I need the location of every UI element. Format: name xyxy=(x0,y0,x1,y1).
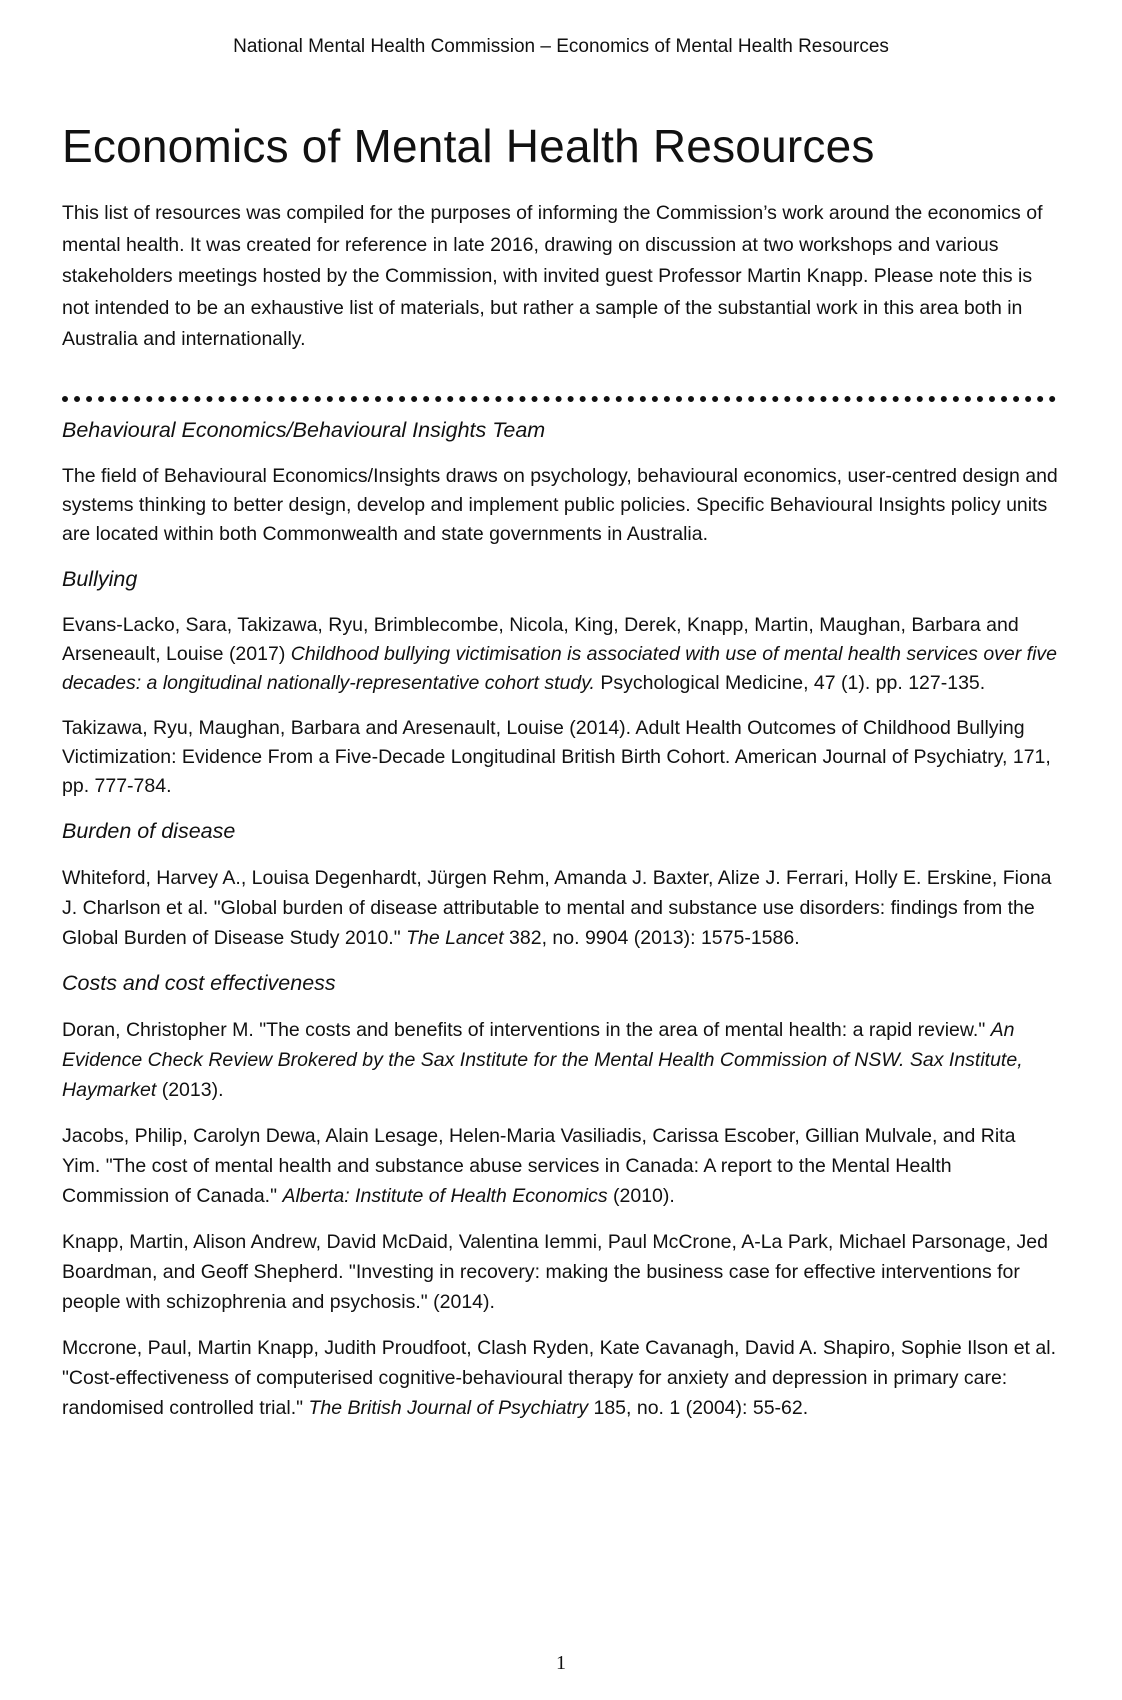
section-heading-bullying: Bullying xyxy=(62,566,138,591)
reference-entry xyxy=(62,1121,1058,1211)
reference-title: Childhood bullying victimisation is associated with use of mental health services over five decades: a longitudinal nationally-representative cohort study. xyxy=(62,642,1058,694)
reference-citation: (2010). xyxy=(607,1184,675,1207)
page-number: 1 xyxy=(556,1652,566,1674)
document-body xyxy=(62,118,1058,1439)
reference-text: Whiteford, Harvey A., Louisa Degenhardt, Jürgen Rehm, Amanda J. Baxter, Alize J. Ferrari, Holly E. Erskine, Fiona J. Charlson et al. "Global burden of disease attributable to mental and substance use disorders: findings from the Global Burden of Disease Study 2010." xyxy=(62,866,1052,949)
running-header: National Mental Health Commission – Economics of Mental Health Resources xyxy=(233,36,889,57)
reference-text: Mccrone, Paul, Martin Knapp, Judith Proudfoot, Clash Ryden, Kate Cavanagh, David A. Shapiro, Sophie Ilson et al. "Cost-effectiveness of computerised cognitive-behavioural therapy for anxiety and depression in primary care: randomised controlled trial." xyxy=(62,1336,1056,1419)
dotted-divider xyxy=(62,396,1056,402)
reference-journal: An Evidence Check Review Brokered by the Sax Institute for the Mental Health Commission of NSW. Sax Institute, Haymarket xyxy=(62,1018,1023,1101)
reference-entry xyxy=(62,1015,1058,1105)
reference-citation: 382, no. 9904 (2013): 1575-1586. xyxy=(503,926,800,949)
reference-text: Doran, Christopher M. "The costs and benefits of interventions in the area of mental health: a rapid review." xyxy=(62,1018,991,1041)
section-heading-burden-of-disease: Burden of disease xyxy=(62,818,236,843)
reference-entry: Knapp, Martin, Alison Andrew, David McDaid, Valentina Iemmi, Paul McCrone, A-La Park, Michael Parsonage, Jed Boardman, and Geoff Shepherd. "Investing in recovery: making the business case for effective interventions for people with schizophrenia and psychosis." (2014). xyxy=(62,1230,1048,1313)
reference-entry xyxy=(62,863,1058,953)
section-heading-behavioural-economics: Behavioural Economics/Behavioural Insights Team xyxy=(62,417,546,442)
behavioural-economics-description: The field of Behavioural Economics/Insights draws on psychology, behavioural economics, user-centred design and systems thinking to better design, develop and implement public policies. Specific Behavioural Insights policy units are located within both Commonwealth and state governments in Australia. xyxy=(62,464,1058,545)
reference-authors: Evans-Lacko, Sara, Takizawa, Ryu, Brimblecombe, Nicola, King, Derek, Knapp, Martin, Maughan, Barbara and Arseneault, Louise (2017) xyxy=(62,613,1019,665)
section-heading-costs: Costs and cost effectiveness xyxy=(62,970,336,995)
reference-journal: The British Journal of Psychiatry xyxy=(308,1396,589,1419)
page-title: Economics of Mental Health Resources xyxy=(62,120,875,172)
reference-entry: Takizawa, Ryu, Maughan, Barbara and Aresenault, Louise (2014). Adult Health Outcomes of Childhood Bullying Victimization: Evidence From a Five-Decade Longitudinal British Birth Cohort. American Journal of Psychiatry, 171, pp. 777-784. xyxy=(62,716,1051,797)
reference-source: Psychological Medicine, 47 (1). pp. 127-135. xyxy=(594,671,986,694)
reference-entry xyxy=(62,611,1058,698)
reference-citation: 185, no. 1 (2004): 55-62. xyxy=(588,1396,809,1419)
reference-journal: The Lancet xyxy=(406,926,504,949)
reference-citation: (2013). xyxy=(156,1078,224,1101)
intro-paragraph: This list of resources was compiled for the purposes of informing the Commission’s work around the economics of mental health. It was created for reference in late 2016, drawing on discussion at two workshops and various stakeholders meetings hosted by the Commission, with invited guest Professor Martin Knapp. Please note this is not intended to be an exhaustive list of materials, but rather a sample of the substantial work in this area both in Australia and internationally. xyxy=(62,202,1043,350)
reference-entry xyxy=(62,1333,1058,1423)
reference-journal: Alberta: Institute of Health Economics xyxy=(282,1184,608,1207)
reference-text: Jacobs, Philip, Carolyn Dewa, Alain Lesage, Helen-Maria Vasiliadis, Carissa Escober, Gillian Mulvale, and Rita Yim. "The cost of mental health and substance abuse services in Canada: A report to the Mental Health Commission of Canada." xyxy=(62,1124,1016,1207)
